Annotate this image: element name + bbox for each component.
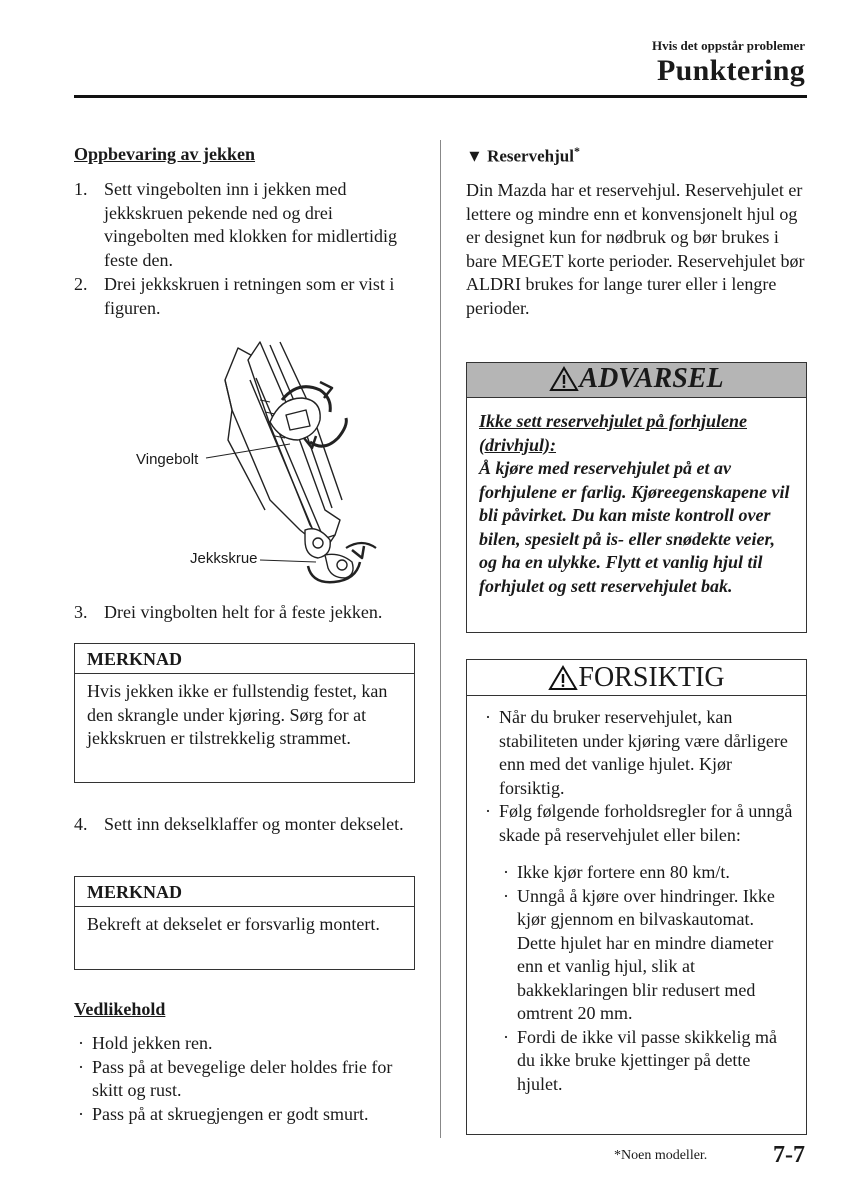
- step-3: [74, 601, 419, 625]
- step-text: Sett inn dekselklaffer og monter dekselet.: [104, 814, 404, 834]
- step-2: [74, 273, 419, 320]
- step-text: Sett vingebolten inn i jekken med jekkskruen pekende ned og drei vingebolten med klokken for midlertidig feste den.: [104, 179, 397, 270]
- maintenance-list: [74, 1032, 419, 1126]
- note-box-2: [74, 876, 415, 970]
- note-heading: MERKNAD: [75, 877, 414, 907]
- step-text: Drei jekkskruen i retningen som er vist i figuren.: [104, 274, 395, 318]
- note-box-1: [74, 643, 415, 783]
- section-subtitle: Hvis det oppstår problemer: [652, 38, 805, 53]
- note-text: Hvis jekken ikke er fullstendig festet, kan den skrangle under kjøring. Sørg for at jekkskruen er tilstrekkelig strammet.: [87, 681, 388, 748]
- page-title: Punktering: [656, 54, 805, 87]
- note-heading: MERKNAD: [75, 644, 414, 674]
- caution-triangle-icon: [548, 664, 578, 692]
- list-item: · Når du bruker reservehjulet, kan stabiliteten under kjøring være dårligere enn med det vanlige hjulet. Kjør forsiktig.: [485, 707, 788, 798]
- list-item: · Pass på at skruegjengen er godt smurt.: [78, 1103, 369, 1124]
- maintenance-heading: Vedlikehold: [74, 999, 166, 1019]
- warning-header: [467, 363, 806, 398]
- note-text: Bekreft at dekselet er forsvarlig montert.: [87, 914, 380, 934]
- list-item: · Fordi de ikke vil passe skikkelig må du ikke bruke kjettinger på dette hjulet.: [503, 1026, 777, 1094]
- storage-heading: Oppbevaring av jekken: [74, 144, 256, 164]
- warning-box: [466, 362, 807, 633]
- column-divider: [440, 140, 441, 1138]
- spare-heading: ▼ Reservehjul*: [466, 144, 580, 166]
- caution-box: [466, 659, 807, 1135]
- step-number: 2.: [74, 274, 88, 294]
- header-rule: [74, 95, 807, 98]
- caution-header: [467, 660, 806, 696]
- asterisk: *: [573, 144, 580, 158]
- warning-text: Å kjøre med reservehjulet på et av forhjulene er farlig. Kjøreegenskapene vil bli påvirket. Du kan miste kontroll over bilen, spesielt på is- eller snødekte veier, og ha en ulykke. Flytt et vanlig hjul til forhjulet og sett reservehjulet bak.: [479, 458, 790, 596]
- list-item: · Pass på at bevegelige deler holdes frie for skitt og rust.: [78, 1056, 393, 1100]
- step-number: 3.: [74, 602, 88, 622]
- caution-title: FORSIKTIG: [578, 662, 725, 693]
- list-item: · Følg følgende forholdsregler for å unngå skade på reservehjulet eller bilen:: [485, 801, 793, 845]
- warning-lead: Ikke sett reservehjulet på forhjulene (drivhjul):: [479, 411, 747, 455]
- caution-body: [467, 696, 806, 1096]
- list-item: · Hold jekken ren.: [78, 1033, 213, 1053]
- step-text: Drei vingbolten helt for å feste jekken.: [104, 602, 383, 622]
- warning-body: [467, 398, 806, 598]
- warning-title: ADVARSEL: [579, 363, 724, 394]
- list-item: · Unngå å kjøre over hindringer. Ikke kjør gjennom en bilvaskautomat. Dette hjulet har en mindre diameter enn et vanlig hjul, slik at bakkeklaringen blir redusert med omtrent 20 mm.: [503, 885, 775, 1023]
- figure-label-wing-bolt: Vingebolt: [136, 451, 199, 468]
- triangle-down-icon: ▼: [466, 146, 483, 166]
- spare-description: Din Mazda har et reservehjul. Reservehjulet er lettere og mindre enn et konvensjonelt hjul og er designet kun for nødbruk og bør brukes i bare MEGET korte perioder. Reservehjulet bør ALDRI brukes for lange turer eller i lengre perioder.: [466, 180, 805, 318]
- warning-triangle-icon: [549, 365, 579, 393]
- step-1: [74, 178, 419, 272]
- step-4: [74, 813, 419, 837]
- page-number: 7-7: [773, 1142, 805, 1168]
- step-number: 1.: [74, 179, 88, 199]
- figure-label-jack-screw: Jekkskrue: [190, 550, 258, 567]
- footnote: *Noen modeller.: [614, 1148, 708, 1163]
- step-number: 4.: [74, 814, 88, 834]
- caution-sublist: [481, 861, 794, 1096]
- list-item: · Ikke kjør fortere enn 80 km/t.: [503, 862, 730, 882]
